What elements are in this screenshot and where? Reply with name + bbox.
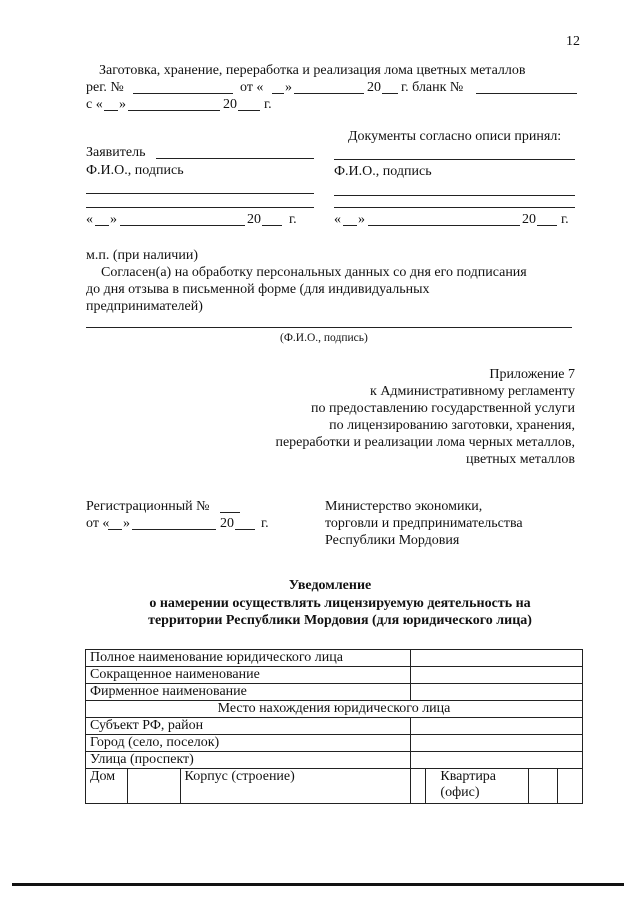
reg-year-prefix: 20 [367, 80, 381, 95]
registration-year-line [235, 529, 255, 530]
notice-subtitle-2: территории Республики Мордовия (для юридического лица) [148, 613, 532, 628]
applicant-label: Заявитель [86, 145, 146, 160]
reg-day-line [272, 93, 284, 94]
applicant-year-line [262, 225, 282, 226]
street-label: Улица (проспект) [86, 752, 411, 769]
applicant-sign-line [156, 158, 314, 159]
location-header: Место нахождения юридического лица [86, 701, 583, 718]
table-row [86, 718, 583, 735]
appendix-line-4: по лицензированию заготовки, хранения, [329, 418, 575, 433]
registration-year-prefix: 20 [220, 516, 234, 531]
notice-subtitle-1: о намерении осуществлять лицензируемую деятельность на [149, 596, 531, 611]
short-name-value-cell[interactable] [410, 667, 582, 684]
since-quote-close: » [119, 97, 126, 112]
table-row [86, 735, 583, 752]
brand-name-value-cell[interactable] [410, 684, 582, 701]
consent-sign-line [86, 327, 572, 328]
reg-from-label: от « [240, 80, 264, 95]
brand-name-label: Фирменное наименование [86, 684, 411, 701]
reg-label: рег. № [86, 80, 124, 95]
table-row [86, 769, 583, 804]
table-row [86, 701, 583, 718]
appendix-line-5: переработки и реализации лома черных металлов, [275, 435, 575, 450]
registration-label: Регистрационный № [86, 499, 210, 514]
receiver-fio-label: Ф.И.О., подпись [334, 164, 432, 179]
table-row [86, 684, 583, 701]
registration-quote-close: » [123, 516, 130, 531]
bottom-scan-border [12, 883, 624, 886]
applicant-month-line [120, 225, 245, 226]
consent-sign-caption: (Ф.И.О., подпись) [280, 332, 368, 344]
appendix-title: Приложение 7 [489, 367, 575, 382]
building-value-cell[interactable] [410, 769, 426, 804]
activity-title: Заготовка, хранение, переработка и реализация лома цветных металлов [99, 63, 526, 78]
stamp-note: м.п. (при наличии) [86, 248, 198, 263]
since-year-line [238, 110, 260, 111]
consent-line-3: предпринимателей) [86, 299, 203, 314]
since-day-line [104, 110, 118, 111]
registration-month-line [132, 529, 216, 530]
appendix-line-6: цветных металлов [465, 452, 575, 467]
apartment-extra-cell[interactable] [557, 769, 582, 804]
receiver-date-close: » [358, 212, 365, 227]
applicant-year-prefix: 20 [247, 212, 261, 227]
since-year-suffix: г. [264, 97, 272, 112]
building-label: Корпус (строение) [180, 769, 410, 804]
apartment-value-cell[interactable] [529, 769, 557, 804]
since-year-prefix: 20 [223, 97, 237, 112]
apartment-label: Квартира (офис) [426, 769, 529, 804]
registration-number-line [220, 512, 240, 513]
receiver-sign-line [334, 159, 575, 160]
receiver-year-suffix: г. [561, 212, 569, 227]
notice-title: Уведомление [288, 578, 372, 593]
reg-quote-close: » [285, 80, 292, 95]
ministry-line-3: Республики Мордовия [325, 533, 460, 548]
receiver-year-prefix: 20 [522, 212, 536, 227]
reg-number-line [133, 93, 233, 94]
applicant-year-suffix: г. [289, 212, 297, 227]
reg-month-line [294, 93, 364, 94]
ministry-line-2: торговли и предпринимательства [325, 516, 523, 531]
receiver-year-line [537, 225, 557, 226]
reg-year-line [382, 93, 398, 94]
registration-day-line [108, 529, 122, 530]
consent-line-2: до дня отзыва в письменной форме (для индивидуальных [86, 282, 430, 297]
page-number: 12 [566, 34, 580, 49]
since-label: с « [86, 97, 103, 112]
table-row [86, 650, 583, 667]
subject-value-cell[interactable] [410, 718, 582, 735]
receiver-month-line [368, 225, 520, 226]
applicant-date-open: « [86, 212, 93, 227]
house-value-cell[interactable] [128, 769, 181, 804]
blank-label: г. бланк № [401, 80, 464, 95]
full-name-label: Полное наименование юридического лица [86, 650, 411, 667]
applicant-fio-label: Ф.И.О., подпись [86, 163, 184, 178]
registration-year-suffix: г. [261, 516, 269, 531]
registration-from-label: от « [86, 516, 110, 531]
full-name-value-cell[interactable] [410, 650, 582, 667]
documents-accepted-label: Документы согласно описи принял: [348, 129, 562, 144]
applicant-blank-line-2 [86, 207, 314, 208]
ministry-line-1: Министерство экономики, [325, 499, 483, 514]
applicant-blank-line-1 [86, 193, 314, 194]
house-label: Дом [86, 769, 128, 804]
appendix-line-3: по предоставлению государственной услуги [311, 401, 575, 416]
applicant-day-line [95, 225, 109, 226]
table-row [86, 752, 583, 769]
appendix-line-2: к Административному регламенту [370, 384, 575, 399]
table-row [86, 667, 583, 684]
receiver-day-line [343, 225, 357, 226]
since-month-line [128, 110, 220, 111]
applicant-date-close: » [110, 212, 117, 227]
blank-number-line [476, 93, 577, 94]
short-name-label: Сокращенное наименование [86, 667, 411, 684]
city-value-cell[interactable] [410, 735, 582, 752]
consent-line-1: Согласен(а) на обработку персональных данных со дня его подписания [101, 265, 527, 280]
legal-entity-form-table [85, 649, 583, 804]
receiver-blank-line-1 [334, 195, 575, 196]
receiver-blank-line-2 [334, 207, 575, 208]
subject-label: Субъект РФ, район [86, 718, 411, 735]
street-value-cell[interactable] [410, 752, 582, 769]
receiver-date-open: « [334, 212, 341, 227]
city-label: Город (село, поселок) [86, 735, 411, 752]
